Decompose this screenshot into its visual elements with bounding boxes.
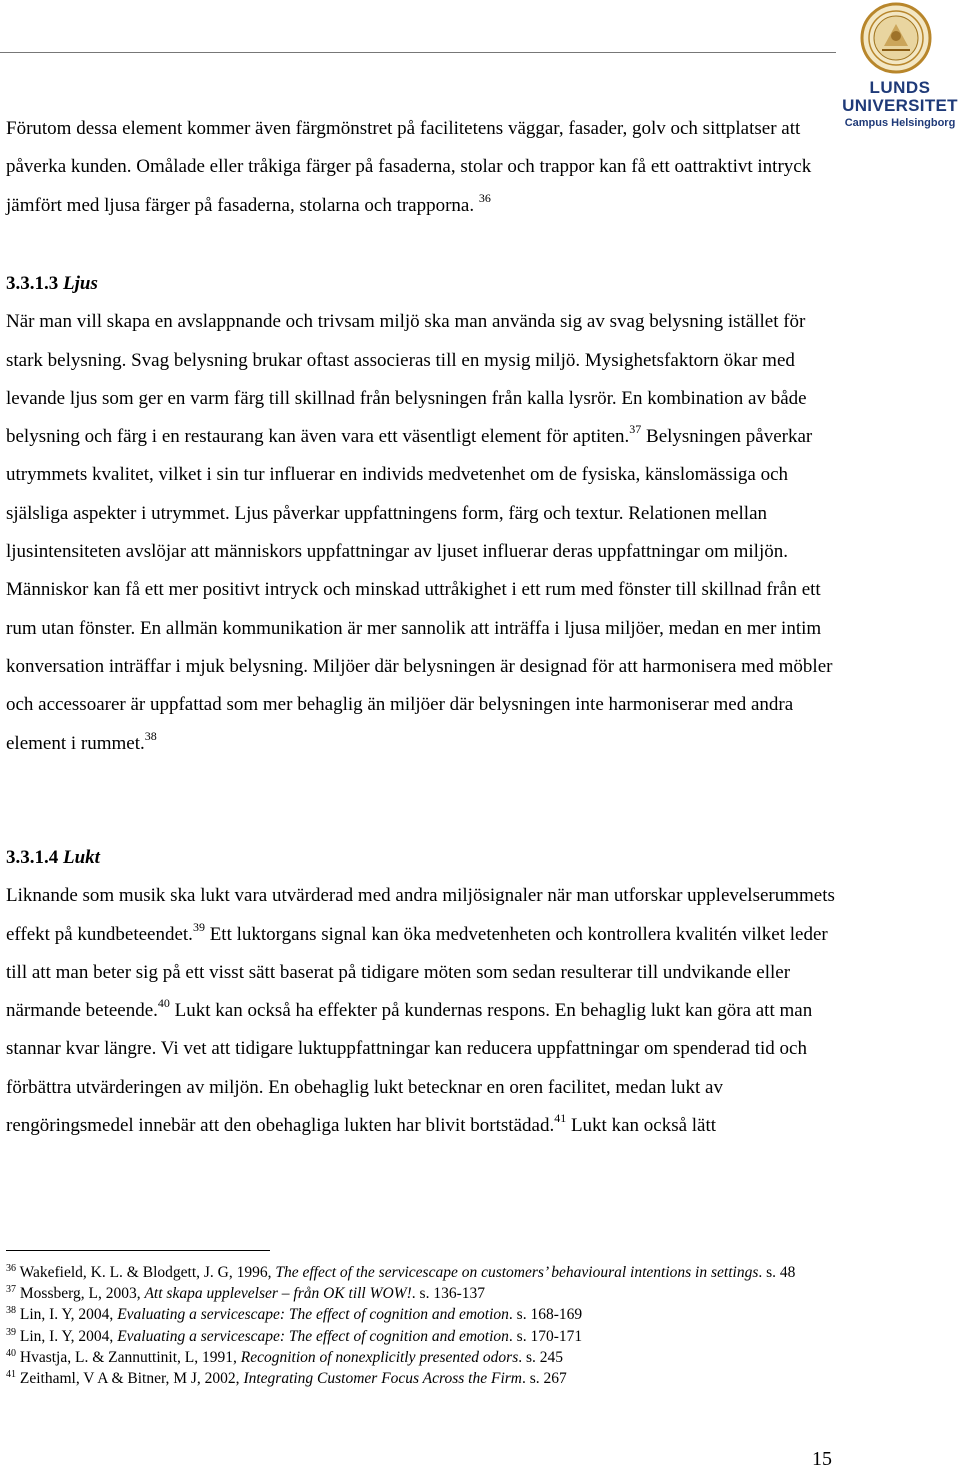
footnote-number: 40 xyxy=(6,1347,16,1359)
footnote-title: Evaluating a servicescape: The effect of cognition and emotion xyxy=(117,1306,509,1324)
footnote-item xyxy=(6,1368,840,1389)
footnote-text: Lin, I. Y, 2004, xyxy=(16,1306,118,1324)
section-number: 3.3.1.3 xyxy=(6,273,59,294)
footnote-text: Zeithaml, V A & Bitner, M J, 2002, xyxy=(16,1370,244,1388)
footnote-text: Hvastja, L. & Zannuttinit, L, 1991, xyxy=(16,1348,241,1366)
footnote-title: Integrating Customer Focus Across the Firm xyxy=(243,1370,522,1388)
section-heading xyxy=(6,839,840,877)
paragraph-text: När man vill skapa en avslappnande och trivsam miljö ska man använda sig av svag belysning istället för stark belysning. Svag belysning brukar oftast associeras till en mysig miljö. Mysighetsfaktorn ökar med levande ljus som ger en varm färg till skillnad från belysningen från kalla lysrör. En kombination av både belysning och färg i en restaurang kan även vara ett väsentligt element för aptiten. xyxy=(6,311,807,448)
footnote-text: . s. 170-171 xyxy=(508,1327,583,1345)
footnote-number: 38 xyxy=(6,1305,16,1317)
footnote-ref: 37 xyxy=(629,422,642,437)
footnote-text: Wakefield, K. L. & Blodgett, J. G, 1996, xyxy=(16,1264,276,1281)
footnote-title: Recognition of nonexplicitly presented odors xyxy=(240,1348,519,1366)
footnote-item xyxy=(6,1304,840,1325)
university-seal-icon xyxy=(860,2,932,74)
footnote-item xyxy=(6,1347,840,1368)
footnote-ref: 39 xyxy=(192,919,205,934)
footnote-text: Lin, I. Y, 2004, xyxy=(16,1327,118,1345)
footnote-text: . s. 267 xyxy=(522,1370,567,1388)
paragraph-text: Belysningen påverkar utrymmets kvalitet, vilket i sin tur influerar en individs medvetenhet om de fysiska, känslomässiga och själsliga aspekter i utrymmet. Ljus påverkar uppfattningens form, färg och textur. Relationen mellan ljusintensiteten avslöjar att människors uppfattningar av ljuset influerar deras uppfattningar om miljön. Människor kan få ett mer positivt intryck och minskad uttråkighet i ett rum med fönster till skillnad från ett rum utan fönster. En allmän kommunikation är mer sannolik att inträffa i ljusa miljöer, medan en mer intim konversation inträffar i mjuk belysning. Miljöer där belysningen är designad för att harmonisera med möbler och accessoarer är uppfattad som mer behaglig än miljöer där belysningen inte harmoniserar med andra element i rummet. xyxy=(6,426,833,754)
section-ljus xyxy=(6,265,840,763)
footnote-number: 39 xyxy=(6,1326,16,1338)
footnote-divider xyxy=(6,1250,270,1251)
footnote-text: . s. 136-137 xyxy=(411,1285,485,1303)
paragraph-intro xyxy=(6,110,840,225)
logo-text-line1: LUNDS xyxy=(869,78,931,97)
footnote-item xyxy=(6,1262,840,1283)
footnote-text: . s. 168-169 xyxy=(508,1306,583,1324)
logo-text-line2: UNIVERSITET xyxy=(842,96,958,115)
header-rule xyxy=(0,52,836,53)
university-logo xyxy=(840,0,960,136)
footnotes xyxy=(6,1262,840,1389)
footnote-number: 36 xyxy=(6,1263,16,1274)
paragraph-3 xyxy=(6,877,840,1145)
paragraph-2 xyxy=(6,303,840,763)
footnote-number: 41 xyxy=(6,1369,16,1381)
section-number: 3.3.1.4 xyxy=(6,847,59,868)
footnote-ref: 41 xyxy=(554,1111,567,1126)
section-heading xyxy=(6,265,840,303)
paragraph-text: Ett luktorgans signal kan öka medvetenheten och kontrollera kvalitén vilket leder till att man beter sig på ett visst sätt baserat på tidigare möten som sedan resulterar till undvikande eller närmande beteende. xyxy=(6,923,828,1022)
footnote-title: The effect of the servicescape on customers’ behavioural intentions in settings xyxy=(275,1264,759,1281)
paragraph-text: Lukt kan också ha effekter på kundernas respons. En behaglig lukt kan göra att man stannar kvar längre. Vi vet att tidigare luktuppfattningar kan reducera uppfattningar om spenderad tid och förbättra utvärderingen av miljön. En obehaglig lukt betecknar en oren facilitet, medan lukt av rengöringsmedel innebär att den obehagliga lukten har blivit bortstädad. xyxy=(6,1000,813,1137)
logo-text-line3: Campus Helsingborg xyxy=(844,117,956,129)
section-title: Ljus xyxy=(63,273,98,294)
footnote-text: . s. 245 xyxy=(518,1348,564,1366)
footnote-item xyxy=(6,1326,840,1347)
paragraph-1 xyxy=(6,110,840,225)
footnote-ref: 36 xyxy=(478,190,491,205)
paragraph-text: Förutom dessa element kommer även färgmönstret på facilitetens väggar, fasader, golv och sittplatser att påverka kunden. Omålade eller tråkiga färger på fasaderna, stolar och trappor kan få ett oattraktivt intryck jämfört med ljusa färger på fasaderna, stolarna och trapporna. xyxy=(6,118,812,216)
footnote-item xyxy=(6,1283,840,1304)
footnote-title: Evaluating a servicescape: The effect of cognition and emotion xyxy=(117,1327,509,1345)
paragraph-text: Liknande som musik ska lukt vara utvärderad med andra miljösignaler när man utforskar upplevelserummets effekt på kundbeteendet. xyxy=(6,885,835,945)
footnote-ref: 40 xyxy=(157,996,170,1011)
paragraph-text: Lukt kan också lätt xyxy=(566,1115,717,1137)
footnote-ref: 38 xyxy=(144,728,157,743)
footnote-text: . s. 48 xyxy=(758,1264,796,1281)
section-lukt xyxy=(6,839,840,1145)
section-title: Lukt xyxy=(63,847,100,868)
footnote-title: Att skapa upplevelser – från OK till WOW! xyxy=(144,1285,412,1303)
page-number: 15 xyxy=(812,1448,832,1470)
footnote-text: Mossberg, L, 2003, xyxy=(16,1285,145,1303)
footnote-number: 37 xyxy=(6,1284,16,1296)
